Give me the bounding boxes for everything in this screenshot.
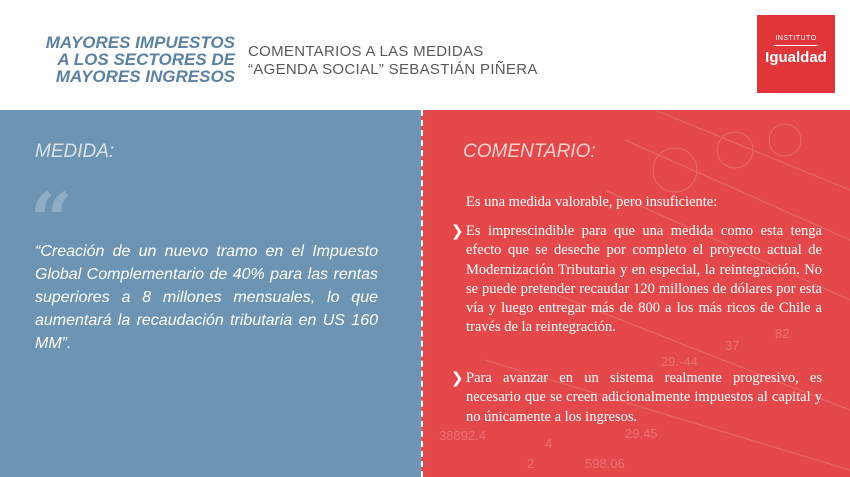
bg-number-2: 4: [545, 436, 553, 451]
bg-number-7: 37: [725, 338, 740, 353]
bg-number-4: 2: [527, 456, 535, 471]
comment-panel: [425, 110, 850, 477]
bg-number-8: 82: [775, 326, 790, 341]
title-line-2: A LOS SECTORES DE: [57, 50, 235, 69]
bg-number-3: 598.06: [585, 456, 625, 471]
title-line-3: MAYORES INGRESOS: [55, 67, 235, 86]
page-title: [20, 34, 235, 85]
header: [0, 0, 850, 110]
bg-number-1: 38892.4: [439, 428, 486, 443]
bg-number-6: 29.-44: [661, 354, 698, 369]
quote-icon: “: [30, 178, 73, 264]
logo-small-text: INSTITUTO: [775, 35, 817, 42]
comment-intro: Es una medida valorable, pero insuficiente:: [466, 194, 718, 210]
title-line-1: MAYORES IMPUESTOS: [45, 33, 235, 52]
subtitle-line-1: COMENTARIOS A LAS MEDIDAS: [248, 43, 484, 60]
logo-divider: [774, 45, 818, 46]
measure-text: “Creación de un nuevo tramo en el Impuesto Global Complementario de 40% para las rentas superiores a 8 millones mensuales, lo que aumentará la recaudación tributaria en US 160 MM”.: [35, 243, 378, 352]
logo-big-text: Igualdad: [765, 49, 827, 66]
bullet-text-1: Es imprescindible para que una medida como esta tenga efecto que se deseche por completo el proyecto actual de Modernización Tributaria y en especial, la reintegración. No se puede pretender recaudar 120 millones de dólares por esta vía y luego entregar más de 800 a los más ricos de Chile a través de la reintegración.: [466, 223, 822, 336]
page-subtitle: [248, 43, 538, 79]
instituto-igualdad-logo[interactable]: [757, 15, 835, 93]
comment-heading: COMENTARIO:: [463, 141, 596, 162]
measure-heading: MEDIDA:: [35, 141, 115, 162]
measure-panel: [0, 110, 421, 477]
chevron-right-icon: ❯: [451, 369, 464, 387]
subtitle-line-2: “AGENDA SOCIAL” SEBASTIÁN PIÑERA: [248, 61, 538, 78]
chevron-right-icon: ❯: [451, 222, 464, 240]
bg-number-5: 29.45: [625, 426, 658, 441]
bullet-text-2: Para avanzar en un sistema realmente progresivo, es necesario que se creen adicionalmente impuestos al capital y no únicamente a los ingresos.: [466, 370, 822, 425]
